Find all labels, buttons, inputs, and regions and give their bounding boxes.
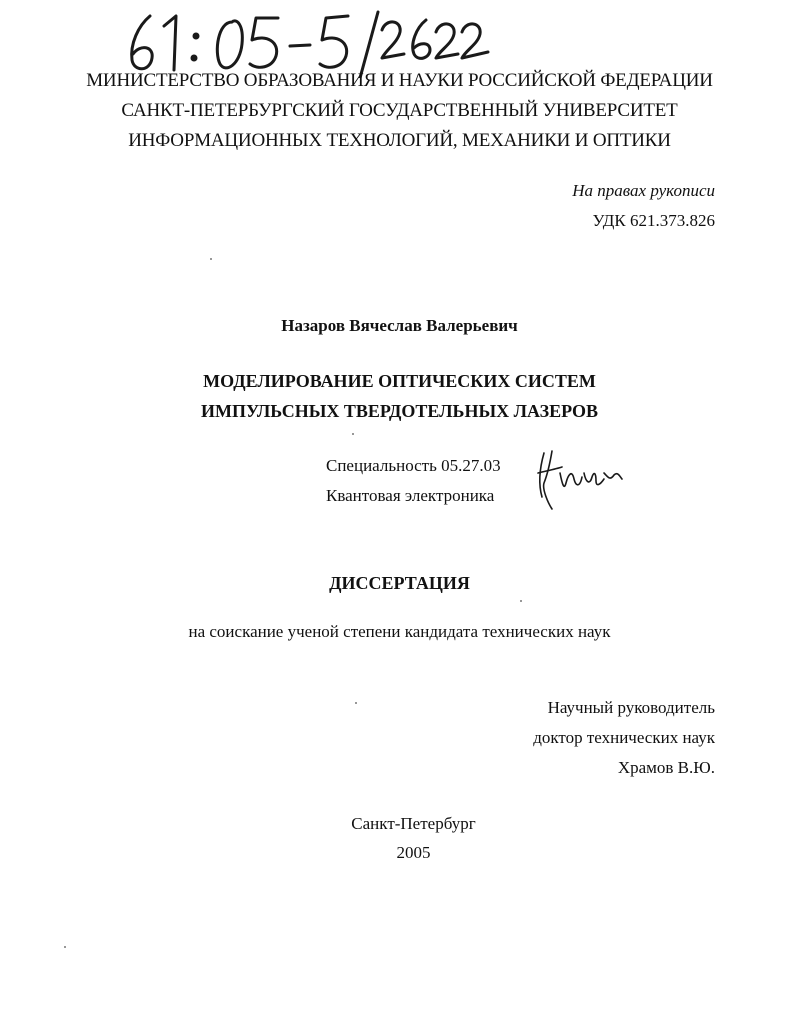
author-name: Назаров Вячеслав Валерьевич [281,316,518,335]
supervisor-degree: доктор технических наук [533,728,715,747]
handwritten-signature [530,443,630,513]
scan-speck [520,600,522,602]
manuscript-rights: На правах рукописи [572,181,715,200]
scan-speck [210,258,212,260]
scan-speck [64,946,66,948]
supervisor-name: Храмов В.Ю. [617,758,715,777]
document-type: ДИССЕРТАЦИЯ [329,573,470,593]
degree-line: на соискание ученой степени кандидата технических наук [188,622,611,641]
ministry-line: МИНИСТЕРСТВО ОБРАЗОВАНИЯ И НАУКИ РОССИЙСКОЙ ФЕДЕРАЦИИ [86,70,713,91]
title-line-1: МОДЕЛИРОВАНИЕ ОПТИЧЕСКИХ СИСТЕМ [203,371,596,391]
university-line-2: ИНФОРМАЦИОННЫХ ТЕХНОЛОГИЙ, МЕХАНИКИ И ОПТИКИ [128,130,671,151]
handwritten-archive-number [120,8,500,78]
scan-speck [352,433,354,435]
year: 2005 [396,843,431,862]
udk-code: УДК 621.373.826 [592,211,715,230]
specialty-code: Специальность 05.27.03 [326,456,501,475]
title-line-2: ИМПУЛЬСНЫХ ТВЕРДОТЕЛЬНЫХ ЛАЗЕРОВ [201,401,598,421]
supervisor-role: Научный руководитель [547,698,715,717]
university-line-1: САНКТ-ПЕТЕРБУРГСКИЙ ГОСУДАРСТВЕННЫЙ УНИВЕРСИТЕТ [121,100,678,121]
city: Санкт-Петербург [351,814,476,833]
specialty-name: Квантовая электроника [326,486,495,505]
scan-speck [355,702,357,704]
